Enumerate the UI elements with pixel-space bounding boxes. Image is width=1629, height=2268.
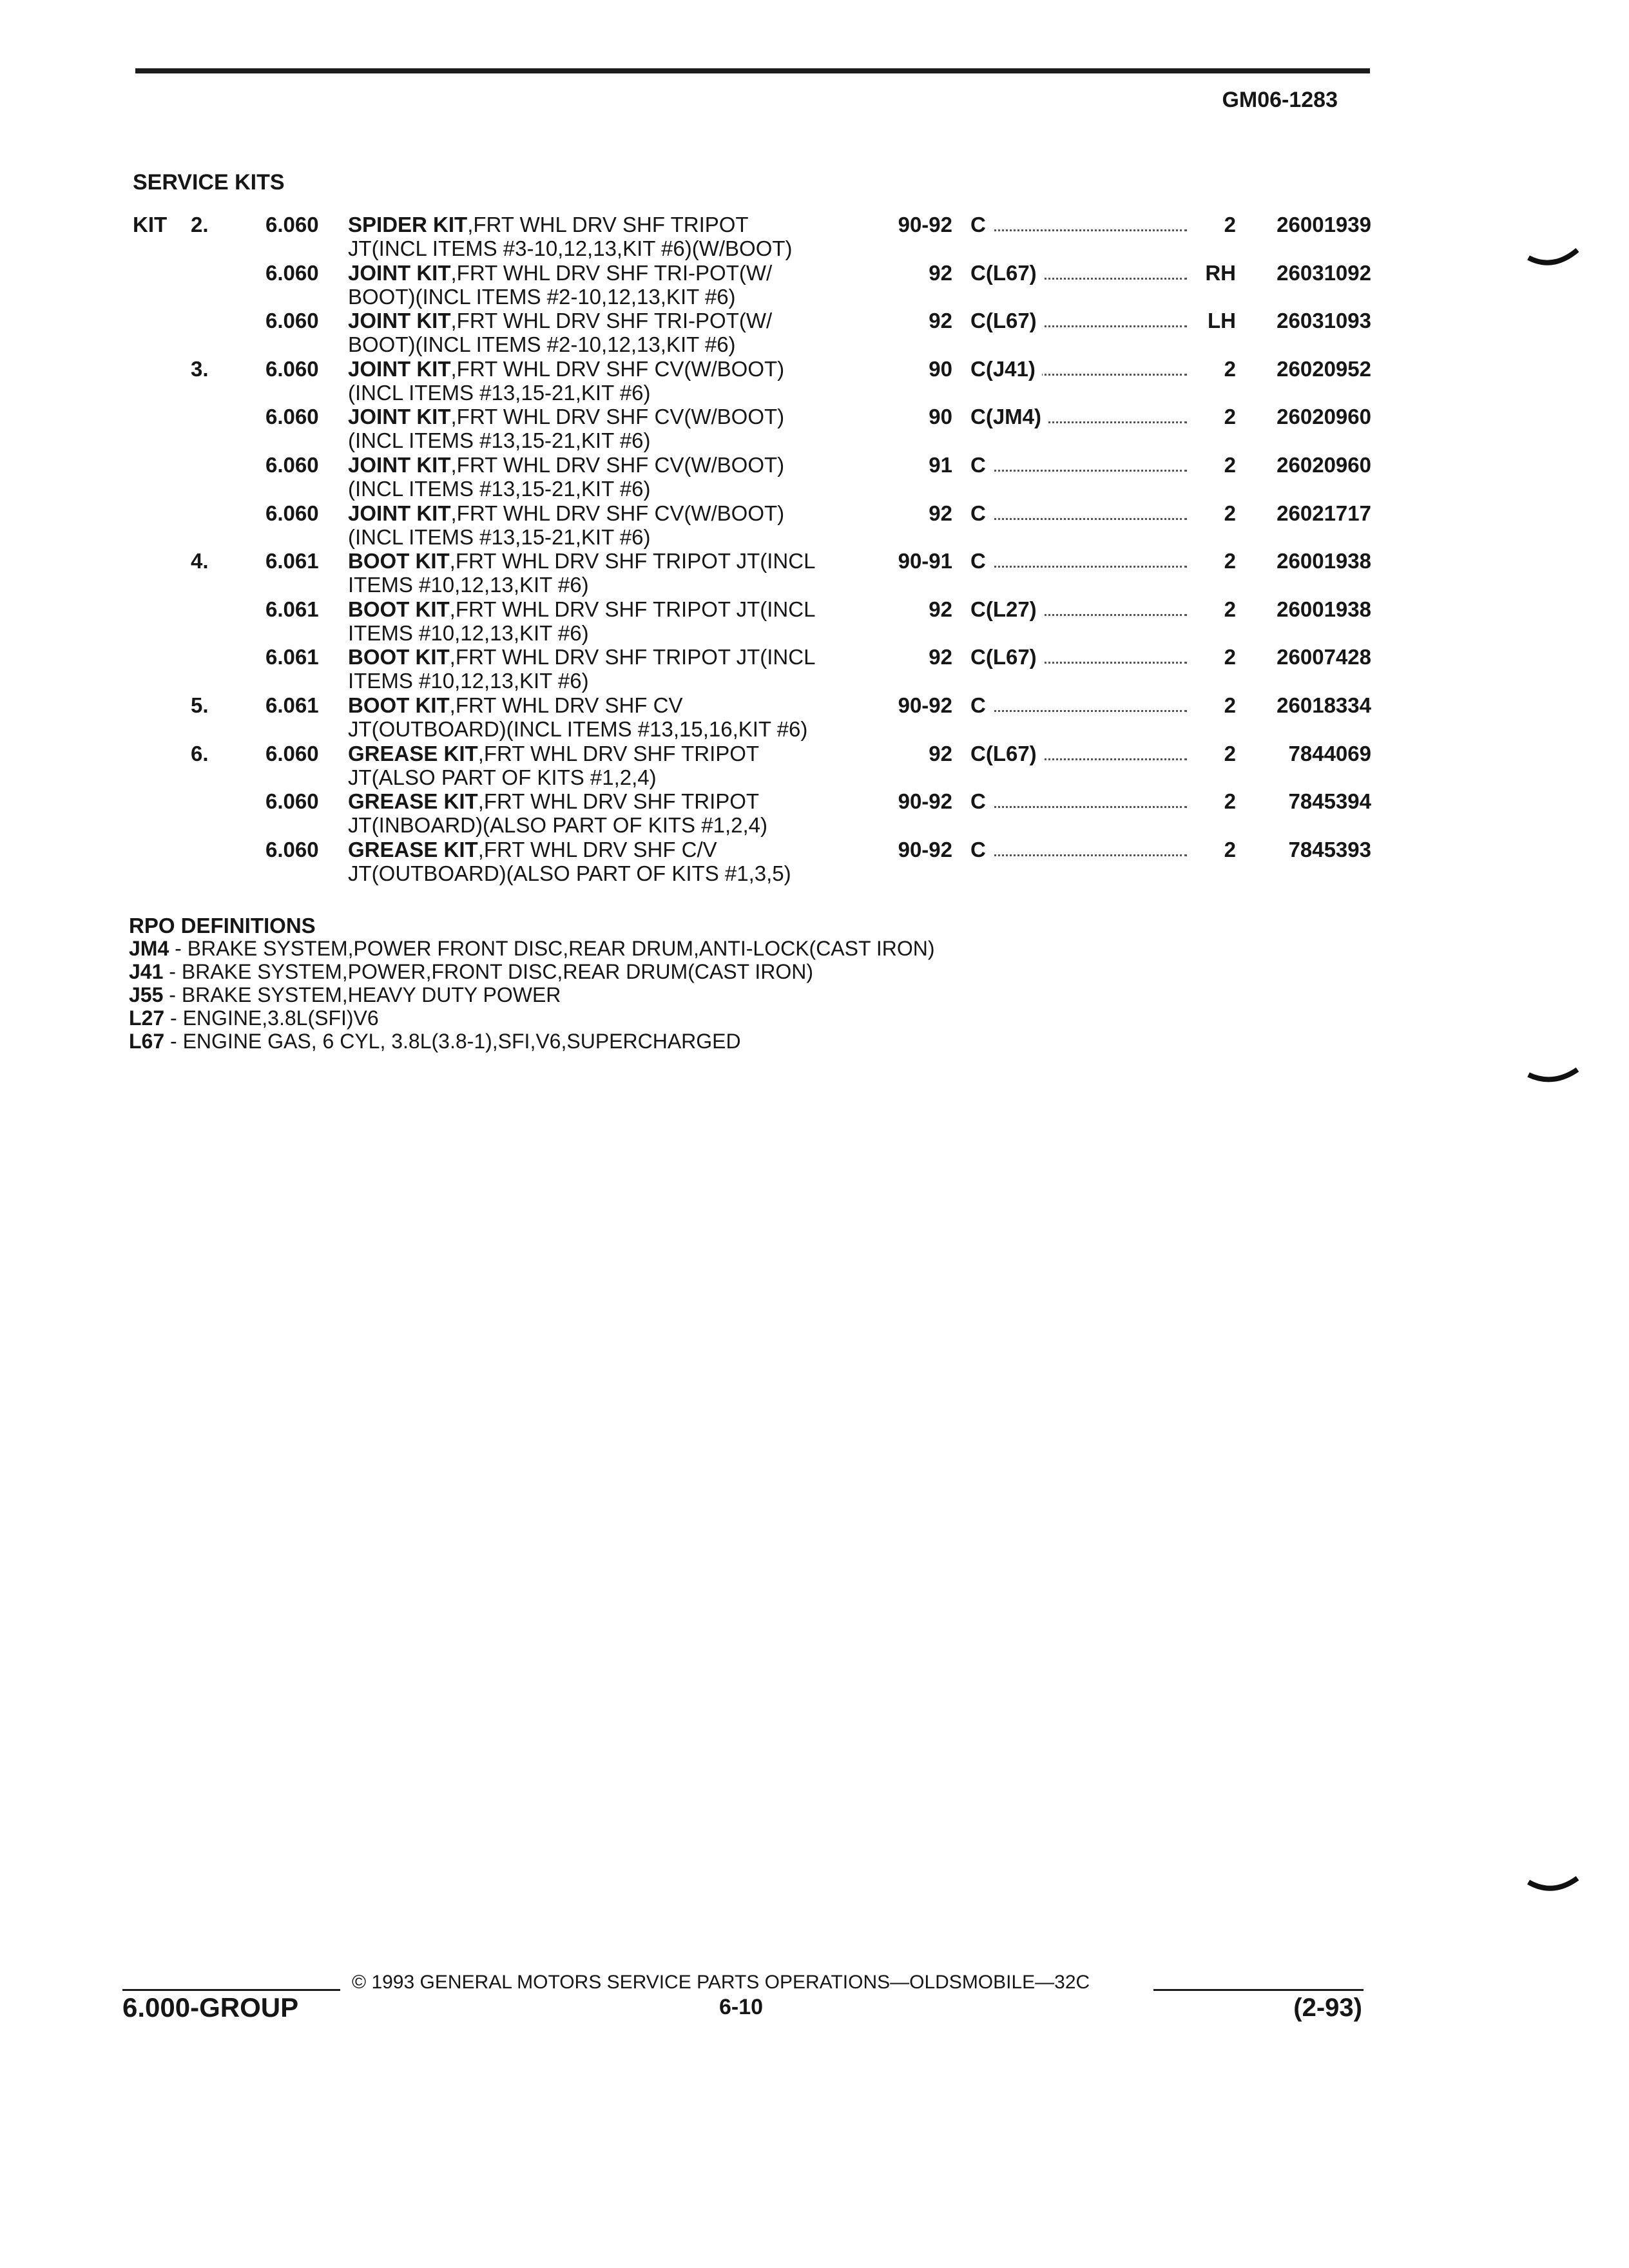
part-name: BOOT KIT	[348, 549, 450, 573]
group-number: 6.060	[265, 501, 319, 525]
rpo-text: - BRAKE SYSTEM,HEAVY DUTY POWER	[163, 983, 561, 1006]
model-years: 90-91	[898, 549, 952, 573]
description-line-2: BOOT)(INCL ITEMS #2-10,12,13,KIT #6)	[348, 284, 736, 309]
table-row	[0, 693, 1629, 741]
application-code: C	[970, 213, 992, 236]
binder-mark-icon	[1527, 245, 1579, 271]
part-description	[348, 501, 883, 549]
part-number: 26018334	[1277, 693, 1371, 717]
dot-leader	[970, 518, 1187, 520]
description-line-1: ,FRT WHL DRV SHF C/V	[477, 837, 717, 861]
quantity: 2	[1224, 645, 1236, 669]
part-number: 7845394	[1288, 789, 1371, 814]
part-name: JOINT KIT	[348, 501, 451, 525]
application-code: C(J41)	[970, 357, 1042, 381]
application-code: C(L67)	[970, 309, 1043, 332]
rpo-definition	[129, 1030, 935, 1053]
group-number: 6.060	[265, 309, 319, 333]
model-years: 92	[929, 260, 952, 285]
part-number: 26001938	[1277, 549, 1371, 573]
rpo-definition	[129, 983, 935, 1006]
part-description	[348, 789, 883, 837]
part-name: GREASE KIT	[348, 837, 478, 861]
model-years: 90-92	[898, 213, 952, 236]
quantity: 2	[1224, 741, 1236, 765]
description-line-2: (INCL ITEMS #13,15-21,KIT #6)	[348, 428, 651, 453]
dot-leader	[970, 566, 1187, 568]
part-number: 26007428	[1277, 645, 1371, 669]
table-row	[0, 453, 1629, 501]
quantity: 2	[1224, 597, 1236, 621]
description-line-2: ITEMS #10,12,13,KIT #6)	[348, 620, 589, 645]
part-number: 26020960	[1277, 405, 1371, 429]
rpo-code: J55	[129, 983, 164, 1006]
table-row	[0, 501, 1629, 549]
part-name: GREASE KIT	[348, 789, 478, 814]
binder-mark-icon	[1527, 1063, 1579, 1089]
group-number: 6.061	[265, 549, 319, 573]
application-code: C(L27)	[970, 597, 1043, 621]
table-row	[0, 309, 1629, 356]
model-years: 92	[929, 597, 952, 621]
part-description	[348, 549, 883, 597]
document-id: GM06-1283	[1222, 88, 1338, 112]
quantity: 2	[1224, 549, 1236, 573]
quantity: 2	[1224, 213, 1236, 236]
part-name: BOOT KIT	[348, 645, 450, 669]
application-code: C	[970, 501, 992, 525]
dot-leader	[970, 710, 1187, 712]
description-line-1: ,FRT WHL DRV SHF TRIPOT JT(INCL	[449, 645, 816, 669]
copyright-notice: © 1993 GENERAL MOTORS SERVICE PARTS OPERATIONS—OLDSMOBILE—32C	[352, 1972, 1090, 1993]
description-line-2: JT(INCL ITEMS #3-10,12,13,KIT #6)(W/BOOT)	[348, 236, 793, 260]
part-name: BOOT KIT	[348, 693, 450, 717]
date-code: (2-93)	[1293, 1994, 1362, 2022]
quantity: 2	[1224, 501, 1236, 525]
kit-number: 4.	[191, 549, 209, 573]
model-years: 90-92	[898, 693, 952, 717]
description-line-2: (INCL ITEMS #13,15-21,KIT #6)	[348, 380, 651, 405]
rpo-definitions-title: RPO DEFINITIONS	[129, 914, 316, 937]
group-number: 6.060	[265, 405, 319, 429]
application-code: C	[970, 453, 992, 477]
part-description	[348, 838, 883, 885]
part-number: 26001938	[1277, 597, 1371, 621]
description-line-2: JT(INBOARD)(ALSO PART OF KITS #1,2,4)	[348, 813, 767, 838]
description-line-2: BOOT)(INCL ITEMS #2-10,12,13,KIT #6)	[348, 332, 736, 357]
model-years: 92	[929, 645, 952, 669]
quantity: 2	[1224, 693, 1236, 717]
part-number: 7844069	[1288, 741, 1371, 765]
part-number: 26001939	[1277, 213, 1371, 236]
quantity: 2	[1224, 356, 1236, 381]
part-name: JOINT KIT	[348, 309, 451, 333]
part-name: GREASE KIT	[348, 741, 478, 765]
part-number: 26031093	[1277, 309, 1371, 333]
part-number: 26021717	[1277, 501, 1371, 525]
model-years: 90-92	[898, 837, 952, 861]
part-description	[348, 645, 883, 693]
group-number: 6.060	[265, 356, 319, 381]
description-line-1: ,FRT WHL DRV SHF TRIPOT	[467, 213, 749, 236]
part-description	[348, 597, 883, 645]
part-description	[348, 693, 883, 741]
description-line-2: JT(ALSO PART OF KITS #1,2,4)	[348, 765, 657, 789]
rpo-code: JM4	[129, 937, 169, 960]
binder-mark-icon	[1527, 1872, 1579, 1898]
rpo-text: - ENGINE GAS, 6 CYL, 3.8L(3.8-1),SFI,V6,SUPERCHARGED	[164, 1030, 741, 1053]
table-row	[0, 357, 1629, 405]
description-line-1: ,FRT WHL DRV SHF CV(W/BOOT)	[450, 501, 785, 525]
group-number: 6.060	[265, 260, 319, 285]
kit-number: 2.	[191, 213, 209, 236]
description-line-2: (INCL ITEMS #13,15-21,KIT #6)	[348, 477, 651, 501]
kit-label: KIT	[133, 213, 168, 236]
part-description	[348, 453, 883, 501]
rpo-code: L27	[129, 1006, 165, 1030]
quantity: 2	[1224, 837, 1236, 861]
rpo-definition	[129, 937, 935, 960]
part-number: 26031092	[1277, 260, 1371, 285]
rpo-text: - BRAKE SYSTEM,POWER,FRONT DISC,REAR DRUM(CAST IRON)	[163, 960, 814, 983]
table-row	[0, 549, 1629, 597]
group-number: 6.061	[265, 597, 319, 621]
section-title: SERVICE KITS	[133, 170, 285, 195]
kit-number: 6.	[191, 741, 209, 765]
quantity: 2	[1224, 405, 1236, 429]
description-line-1: ,FRT WHL DRV SHF CV(W/BOOT)	[450, 405, 785, 429]
description-line-2: ITEMS #10,12,13,KIT #6)	[348, 669, 589, 693]
part-number: 26020960	[1277, 453, 1371, 477]
description-line-1: ,FRT WHL DRV SHF CV	[449, 693, 683, 717]
quantity: 2	[1224, 453, 1236, 477]
description-line-1: ,FRT WHL DRV SHF CV(W/BOOT)	[450, 356, 785, 381]
dot-leader	[970, 229, 1187, 231]
part-description	[348, 261, 883, 309]
description-line-1: ,FRT WHL DRV SHF TRIPOT JT(INCL	[449, 549, 816, 573]
group-number: 6.060	[265, 789, 319, 814]
part-description	[348, 213, 883, 260]
group-number: 6.061	[265, 693, 319, 717]
page-number: 6-10	[719, 1995, 764, 2019]
part-name: SPIDER KIT	[348, 213, 468, 236]
application-code: C	[970, 789, 992, 813]
rpo-definition	[129, 960, 935, 983]
rpo-code: J41	[129, 960, 164, 983]
description-line-1: ,FRT WHL DRV SHF TRI-POT(W/	[450, 309, 773, 333]
table-row	[0, 597, 1629, 645]
rpo-code: L67	[129, 1030, 165, 1053]
group-number: 6.060	[265, 213, 319, 236]
description-line-1: ,FRT WHL DRV SHF TRI-POT(W/	[450, 260, 773, 285]
table-row	[0, 742, 1629, 789]
part-description	[348, 742, 883, 789]
description-line-2: ITEMS #10,12,13,KIT #6)	[348, 573, 589, 597]
kit-number: 3.	[191, 356, 209, 381]
description-line-1: ,FRT WHL DRV SHF TRIPOT	[477, 741, 760, 765]
quantity: 2	[1224, 789, 1236, 814]
table-row	[0, 213, 1629, 260]
top-rule	[135, 68, 1370, 73]
model-years: 92	[929, 741, 952, 765]
rpo-definition	[129, 1006, 935, 1030]
model-years: 90-92	[898, 789, 952, 814]
part-name: BOOT KIT	[348, 597, 450, 621]
model-years: 90	[929, 405, 952, 429]
application-code: C(L67)	[970, 261, 1043, 285]
application-code: C(JM4)	[970, 405, 1048, 428]
description-line-1: ,FRT WHL DRV SHF TRIPOT	[477, 789, 760, 814]
description-line-2: JT(OUTBOARD)(ALSO PART OF KITS #1,3,5)	[348, 861, 791, 885]
dot-leader	[970, 854, 1187, 856]
part-description	[348, 309, 883, 356]
application-code: C	[970, 693, 992, 717]
footer-rule-right	[1153, 1989, 1364, 1991]
dot-leader	[970, 806, 1187, 808]
table-row	[0, 405, 1629, 452]
rpo-definitions-list	[129, 937, 935, 1053]
part-name: JOINT KIT	[348, 260, 451, 285]
dot-leader	[970, 470, 1187, 472]
footer-rule-left	[122, 1989, 340, 1991]
application-code: C(L67)	[970, 742, 1043, 765]
part-number: 7845393	[1288, 837, 1371, 861]
table-row	[0, 261, 1629, 309]
part-description	[348, 405, 883, 452]
table-row	[0, 838, 1629, 885]
group-number: 6.060	[265, 453, 319, 477]
group-number: 6.061	[265, 645, 319, 669]
description-line-1: ,FRT WHL DRV SHF CV(W/BOOT)	[450, 453, 785, 477]
part-name: JOINT KIT	[348, 356, 451, 381]
quantity: LH	[1208, 309, 1236, 333]
description-line-1: ,FRT WHL DRV SHF TRIPOT JT(INCL	[449, 597, 816, 621]
application-code: C(L67)	[970, 645, 1043, 669]
table-row	[0, 789, 1629, 837]
part-description	[348, 357, 883, 405]
rpo-text: - BRAKE SYSTEM,POWER FRONT DISC,REAR DRUM,ANTI-LOCK(CAST IRON)	[169, 937, 935, 960]
application-code: C	[970, 549, 992, 573]
description-line-2: (INCL ITEMS #13,15-21,KIT #6)	[348, 524, 651, 549]
kit-number: 5.	[191, 693, 209, 717]
part-number: 26020952	[1277, 356, 1371, 381]
part-name: JOINT KIT	[348, 453, 451, 477]
model-years: 92	[929, 309, 952, 333]
group-number: 6.060	[265, 837, 319, 861]
table-row	[0, 645, 1629, 693]
model-years: 91	[929, 453, 952, 477]
description-line-2: JT(OUTBOARD)(INCL ITEMS #13,15,16,KIT #6)	[348, 717, 808, 741]
part-name: JOINT KIT	[348, 405, 451, 429]
model-years: 90	[929, 356, 952, 381]
group-label: 6.000-GROUP	[122, 1992, 299, 2023]
quantity: RH	[1205, 260, 1236, 285]
model-years: 92	[929, 501, 952, 525]
group-number: 6.060	[265, 741, 319, 765]
application-code: C	[970, 838, 992, 861]
rpo-text: - ENGINE,3.8L(SFI)V6	[164, 1006, 379, 1030]
